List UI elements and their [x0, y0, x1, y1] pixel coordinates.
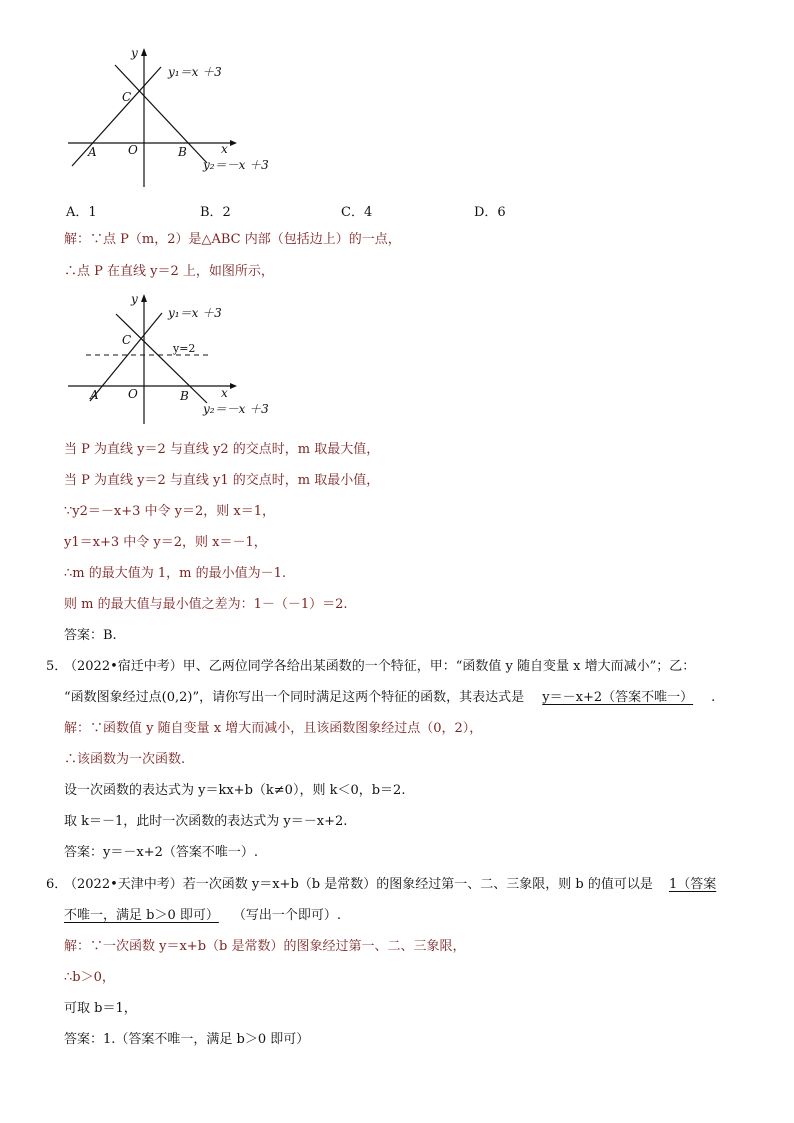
q4-solution-line7: ∴m 的最大值为 1，m 的最小值为－1. — [64, 566, 286, 581]
q5-answer: 答案：y＝－x+2（答案不唯一）. — [64, 845, 258, 860]
x-axis-arrow-icon — [230, 383, 237, 389]
point-C: C — [122, 333, 132, 347]
q4-solution-line2: ∴点 P 在直线 y＝2 上，如图所示， — [64, 264, 274, 279]
graph-bottom — [60, 286, 360, 426]
x-axis-label: x — [221, 386, 228, 400]
point-C: C — [122, 90, 132, 104]
q5-solution-line1: 解：∵函数值 y 随自变量 x 增大而减小，且该函数图象经过点（0，2）， — [64, 721, 483, 736]
q6-stem-text: （2022•天津中考）若一次函数 y＝x+b（b 是常数）的图象经过第一、二、三象限，则 b 的值可以是 — [64, 877, 653, 892]
point-A: A — [90, 388, 99, 402]
q6-answer-blank-part2: 不唯一，满足 b＞0 即可） — [64, 908, 219, 923]
q6-solution-line1: 解：∵一次函数 y＝x+b（b 是常数）的图象经过第一、二、三象限， — [64, 939, 466, 954]
q6-answer: 答案：1.（答案不唯一，满足 b＞0 即可） — [64, 1032, 310, 1047]
option-c: C．4 — [341, 205, 373, 220]
q5-answer-blank: y＝－x+2（答案不唯一） — [542, 690, 694, 705]
q5-solution-line4: 取 k＝－1，此时一次函数的表达式为 y＝－x+2. — [64, 814, 348, 829]
q4-answer: 答案：B. — [64, 628, 117, 643]
q4-solution-line6: y1＝x+3 中令 y＝2，则 x＝－1， — [64, 535, 267, 550]
q5-stem-line2 — [64, 689, 715, 707]
point-O: O — [128, 143, 138, 157]
q5-stem-text: “函数图象经过点(0,2)”，请你写出一个同时满足这两个特征的函数，其表达式是 — [64, 690, 525, 705]
q6-solution-line2: ∴b＞0， — [64, 970, 115, 985]
option-b: B．2 — [200, 205, 231, 220]
graph-top — [60, 40, 360, 190]
dashed-line-label: y=2 — [173, 342, 196, 355]
y-axis-label: y — [131, 292, 138, 306]
q5-stem-line1: （2022•宿迁中考）甲、乙两位同学各给出某函数的一个特征，甲：“函数值 y 随自变量 x 增大而减小”；乙： — [64, 659, 696, 674]
q6-answer-blank-part1: 1（答案 — [668, 877, 717, 892]
line2-label: y₂＝－x ＋3 — [203, 158, 269, 172]
q5-end: . — [711, 690, 716, 705]
q5-solution-line3: 设一次函数的表达式为 y＝kx+b（k≠0），则 k＜0，b＝2. — [64, 783, 406, 798]
point-A: A — [88, 145, 97, 159]
q4-solution-line1: 解：∵点 P（m，2）是△ABC 内部（包括边上）的一点， — [64, 232, 401, 247]
q5-solution-line2: ∴该函数为一次函数. — [64, 752, 186, 767]
q6-stem-line2 — [64, 907, 341, 925]
q4-solution-line8: 则 m 的最大值与最小值之差为：1－（－1）＝2. — [64, 597, 348, 612]
x-axis-label: x — [221, 142, 228, 156]
y-axis-label: y — [131, 46, 138, 60]
option-d: D．6 — [474, 205, 506, 220]
q6-stem-line1 — [64, 876, 716, 894]
q4-solution-line4: 当 P 为直线 y＝2 与直线 y1 的交点时，m 取最小值， — [64, 473, 380, 488]
q4-solution-line5: ∵y2＝－x+3 中令 y＝2，则 x＝1， — [64, 504, 275, 519]
line-y1 — [90, 313, 162, 401]
option-a: A．1 — [66, 205, 97, 220]
line1-label: y₁＝x ＋3 — [168, 65, 222, 79]
q6-stem-end: （写出一个即可）. — [232, 908, 341, 923]
x-axis-arrow-icon — [230, 140, 237, 146]
line1-label: y₁＝x ＋3 — [168, 306, 222, 320]
line2-label: y₂＝－x ＋3 — [203, 402, 269, 416]
q6-number: 6． — [46, 877, 68, 892]
point-O: O — [128, 387, 138, 401]
q4-solution-line3: 当 P 为直线 y＝2 与直线 y2 的交点时，m 取最大值， — [64, 442, 380, 457]
y-axis-arrow-icon — [141, 48, 147, 56]
y-axis-arrow-icon — [141, 294, 147, 302]
q6-solution-line3: 可取 b＝1， — [64, 1001, 137, 1016]
line-y1 — [72, 67, 161, 166]
q5-number: 5． — [46, 659, 68, 674]
point-B: B — [178, 145, 187, 159]
point-B: B — [180, 389, 189, 403]
